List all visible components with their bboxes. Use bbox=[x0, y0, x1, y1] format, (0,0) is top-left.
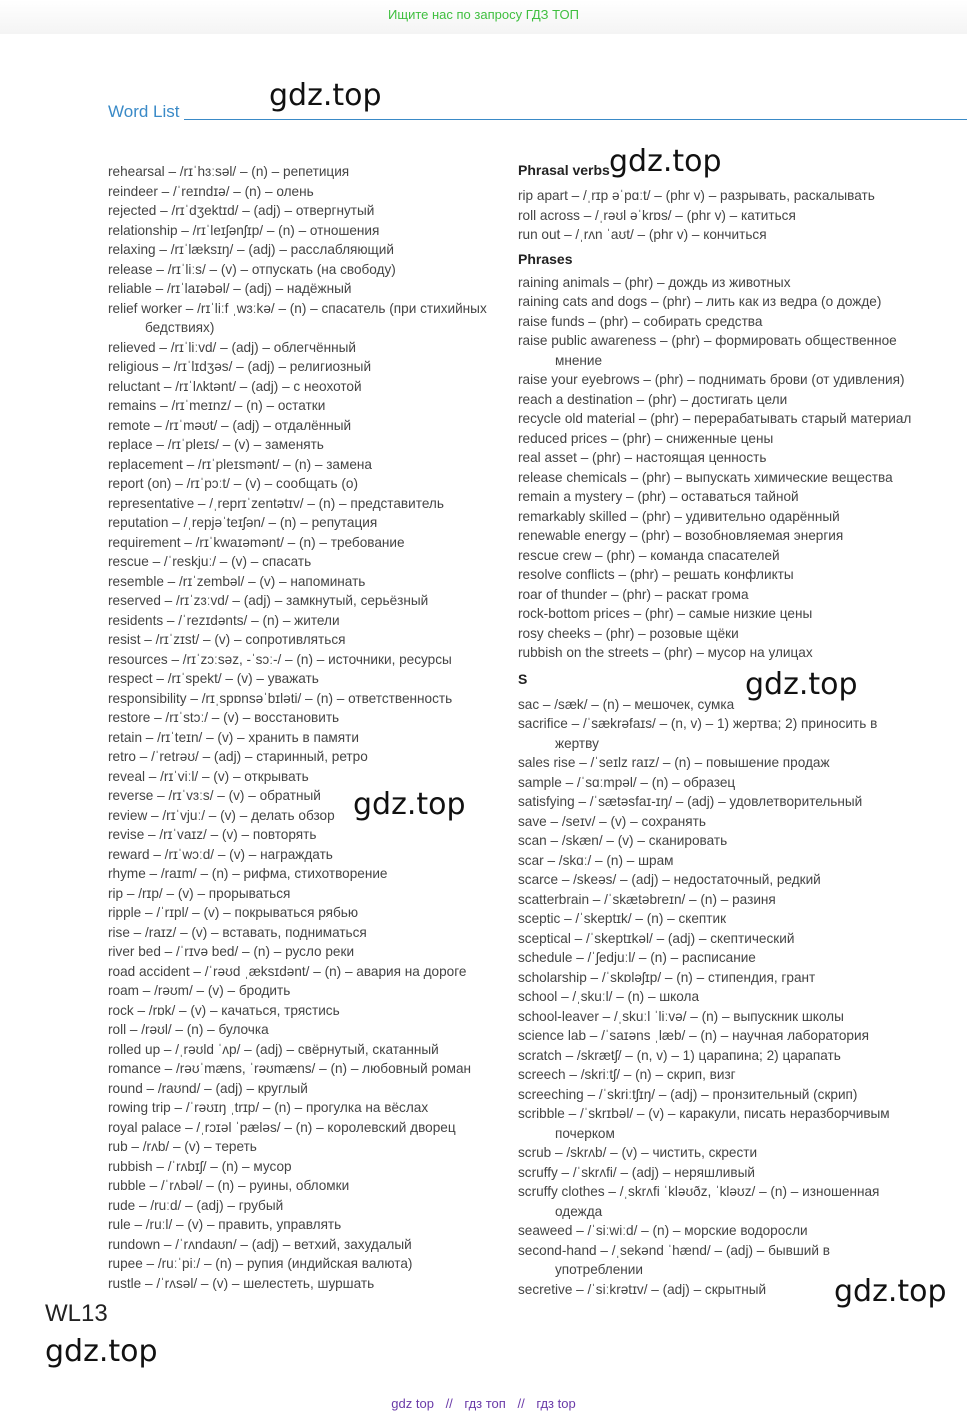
word-entry-text: reverse – /rɪˈvɜːs/ – (v) – обратный bbox=[108, 788, 321, 803]
word-entry bbox=[108, 747, 508, 767]
word-entry bbox=[108, 201, 508, 221]
word-entry bbox=[108, 279, 508, 299]
word-entry-text: roam – /rəʊm/ – (v) – бродить bbox=[108, 983, 291, 998]
word-entry-text: rub – /rʌb/ – (v) – тереть bbox=[108, 1139, 257, 1154]
word-entry-text: round – /raʊnd/ – (adj) – круглый bbox=[108, 1080, 308, 1096]
word-entry-text: rip – /rɪp/ – (v) – прорываться bbox=[108, 885, 291, 901]
word-entry bbox=[108, 767, 508, 787]
word-entry bbox=[518, 831, 967, 851]
word-entry-continuation: употреблении bbox=[555, 1262, 643, 1277]
word-entry bbox=[518, 792, 967, 812]
word-entry bbox=[518, 487, 967, 507]
word-entry bbox=[108, 1196, 508, 1216]
word-entry-text: real asset – (phr) – настоящая ценность bbox=[518, 450, 767, 465]
word-entry bbox=[518, 585, 967, 605]
word-entry-text: reveal – /rɪˈviːl/ – (v) – открывать bbox=[108, 768, 309, 784]
word-entry bbox=[518, 1046, 967, 1066]
word-entry-text: scruffy clothes – /ˌskrʌfi ˈkləʊðz, ˈkləʊz/ – (n) – изношенная bbox=[518, 1184, 880, 1199]
word-entry-text: scruffy – /ˈskrʌfi/ – (adj) – неряшливый bbox=[518, 1164, 755, 1180]
word-entry-text: scrub – /skrʌb/ – (v) – чистить, скрести bbox=[518, 1145, 758, 1160]
word-entry-text: sales rise – /ˈseɪlz raɪz/ – (n) – повышение продаж bbox=[518, 755, 830, 770]
word-entry-text: school-leaver – /ˌskuːl ˈliːvə/ – (n) – выпускник школы bbox=[518, 1008, 844, 1024]
s-section-heading: S bbox=[518, 670, 528, 687]
word-entry-text: romance – /rəʊˈmæns, ˈrəʊmæns/ – (n) – любовный роман bbox=[108, 1061, 472, 1076]
word-entry bbox=[518, 312, 967, 332]
word-entry bbox=[108, 338, 508, 358]
word-entry-text: rolled up – /ˌrəʊld ˈʌp/ – (adj) – свёрнутый, скатанный bbox=[108, 1041, 439, 1057]
word-entry-text: review – /rɪˈvjuː/ – (v) – делать обзор bbox=[108, 807, 335, 823]
word-entry bbox=[518, 1182, 967, 1221]
word-entry-text: relaxing – /rɪˈlæksɪŋ/ – (adj) – расслабляющий bbox=[108, 242, 394, 257]
word-entry-text: second-hand – /ˌsekənd ˈhænd/ – (adj) – бывший в bbox=[518, 1242, 830, 1258]
word-entry-text: royal palace – /ˌrɔɪəl ˈpæləs/ – (n) – королевский дворец bbox=[108, 1119, 456, 1135]
word-entry bbox=[108, 1020, 508, 1040]
word-entry bbox=[518, 526, 967, 546]
phrases-heading: Phrases bbox=[518, 250, 573, 267]
word-entry bbox=[518, 1163, 967, 1183]
word-entry bbox=[108, 884, 508, 904]
word-entry-continuation: жертву bbox=[555, 735, 599, 751]
footer-separator: // bbox=[445, 1396, 453, 1411]
word-entry bbox=[518, 695, 967, 715]
word-entry-text: relationship – /rɪˈleɪʃənʃɪp/ – (n) – отношения bbox=[108, 222, 380, 238]
word-entry-text: scan – /skæn/ – (v) – сканировать bbox=[518, 833, 728, 848]
word-entry-text: reward – /rɪˈwɔːd/ – (v) – награждать bbox=[108, 846, 333, 862]
word-entry bbox=[108, 1118, 508, 1138]
word-entry-text: resemble – /rɪˈzembəl/ – (v) – напоминать bbox=[108, 573, 366, 589]
word-entry bbox=[518, 714, 967, 753]
word-entry bbox=[108, 903, 508, 923]
word-entry-text: sacrifice – /ˈsækrəfaɪs/ – (n, v) – 1) жертва; 2) приносить в bbox=[518, 716, 878, 731]
word-entry-text: restore – /rɪˈstɔː/ – (v) – восстановить bbox=[108, 710, 340, 725]
word-entry-continuation: бедствиях) bbox=[145, 320, 215, 335]
word-entry-text: scatterbrain – /ˈskætəbreɪn/ – (n) – разиня bbox=[518, 891, 776, 907]
word-entry-text: responsibility – /rɪˌspɒnsəˈbɪləti/ – (n) – ответственность bbox=[108, 690, 453, 706]
word-entry-text: sample – /ˈsɑːmpəl/ – (n) – образец bbox=[518, 774, 736, 790]
word-entry-text: school – /ˌskuːl/ – (n) – школа bbox=[518, 989, 700, 1004]
word-entry-text: release – /rɪˈliːs/ – (v) – отпускать (на свободу) bbox=[108, 261, 396, 277]
word-entry-text: rubble – /ˈrʌbəl/ – (n) – руины, обломки bbox=[108, 1178, 350, 1193]
word-entry bbox=[108, 182, 508, 202]
word-entry bbox=[108, 728, 508, 748]
word-entry bbox=[518, 507, 967, 527]
watermark: gdz.top bbox=[269, 78, 382, 113]
word-entry-text: raise public awareness – (phr) – формировать общественное bbox=[518, 333, 897, 348]
word-entry bbox=[518, 753, 967, 773]
phrasal-verbs-list bbox=[518, 186, 967, 245]
word-entry bbox=[518, 565, 967, 585]
word-entry-text: rip apart – /ˌrɪp əˈpɑːt/ – (phr v) – разрывать, раскалывать bbox=[518, 188, 875, 203]
word-entry bbox=[108, 708, 508, 728]
phrases-list bbox=[518, 273, 967, 663]
word-list-right-column bbox=[518, 186, 967, 1299]
word-entry-text: rundown – /ˈrʌndaʊn/ – (adj) – ветхий, захудалый bbox=[108, 1236, 412, 1252]
word-entry-text: rehearsal – /rɪˈhɜːsəl/ – (n) – репетиция bbox=[108, 164, 350, 179]
word-entry bbox=[518, 448, 967, 468]
word-entry bbox=[518, 643, 967, 663]
word-entry bbox=[108, 1001, 508, 1021]
header-divider bbox=[184, 119, 967, 120]
word-entry bbox=[518, 929, 967, 949]
word-entry-text: screeching – /ˈskriːtʃɪŋ/ – (adj) – пронзительный (скрип) bbox=[518, 1086, 858, 1102]
word-entry-text: rescue – /ˈreskjuː/ – (v) – спасать bbox=[108, 554, 312, 569]
word-entry bbox=[518, 225, 967, 245]
word-entry-text: requirement – /rɪˈkwaɪəmənt/ – (n) – требование bbox=[108, 534, 405, 550]
word-entry bbox=[108, 1157, 508, 1177]
footer-link-gdz-top-ru[interactable]: гдз топ bbox=[464, 1396, 506, 1411]
word-entry-text: rupee – /ruːˈpiː/ – (n) – рупия (индийская валюта) bbox=[108, 1256, 413, 1271]
word-entry-text: remain a mystery – (phr) – оставаться тайной bbox=[518, 489, 799, 504]
word-entry-continuation: почерком bbox=[555, 1125, 615, 1141]
word-entry-text: roll – /rəʊl/ – (n) – булочка bbox=[108, 1022, 269, 1037]
word-entry-text: road accident – /ˈrəʊd ˌæksɪdənt/ – (n) – авария на дороге bbox=[108, 963, 467, 979]
word-entry bbox=[108, 806, 508, 826]
word-entry bbox=[518, 1104, 967, 1143]
phrasal-verbs-heading: Phrasal verbs bbox=[518, 162, 610, 178]
word-entry bbox=[108, 357, 508, 377]
word-entry-text: rock-bottom prices – (phr) – самые низкие цены bbox=[518, 606, 813, 621]
word-entry-text: remote – /rɪˈməʊt/ – (adj) – отдалённый bbox=[108, 417, 352, 433]
word-entry-text: reach a destination – (phr) – достигать цели bbox=[518, 391, 788, 407]
watermark: gdz.top bbox=[45, 1334, 158, 1369]
word-entry bbox=[518, 292, 967, 312]
word-entry bbox=[108, 1254, 508, 1274]
word-entry-text: raise funds – (phr) – собирать средства bbox=[518, 313, 763, 329]
word-entry-text: scratch – /skrætʃ/ – (n, v) – 1) царапина; 2) царапать bbox=[518, 1047, 841, 1063]
word-entry bbox=[518, 624, 967, 644]
word-entry bbox=[108, 162, 508, 182]
word-entry-text: satisfying – /ˈsætəsfaɪ-ɪŋ/ – (adj) – удовлетворительный bbox=[518, 794, 863, 809]
word-entry bbox=[108, 494, 508, 514]
word-entry bbox=[518, 1007, 967, 1027]
word-entry bbox=[108, 1176, 508, 1196]
word-entry bbox=[518, 987, 967, 1007]
word-entry-text: rude – /ruːd/ – (adj) – грубый bbox=[108, 1197, 284, 1213]
word-entry-text: river bed – /ˈrɪvə bed/ – (n) – русло реки bbox=[108, 944, 355, 959]
word-entry bbox=[108, 611, 508, 631]
word-entry bbox=[108, 864, 508, 884]
top-banner bbox=[0, 0, 967, 34]
word-entry bbox=[108, 513, 508, 533]
word-entry-text: rosy cheeks – (phr) – розовые щёки bbox=[518, 625, 739, 641]
word-entry-text: save – /seɪv/ – (v) – сохранять bbox=[518, 813, 706, 829]
word-entry bbox=[108, 396, 508, 416]
word-entry-text: rule – /ruːl/ – (v) – править, управлять bbox=[108, 1217, 342, 1232]
word-entry-text: reluctant – /rɪˈlʌktənt/ – (adj) – с неохотой bbox=[108, 378, 362, 394]
word-entry-text: scholarship – /ˈskɒləʃɪp/ – (n) – стипендия, грант bbox=[518, 969, 816, 985]
word-entry-text: sceptic – /ˈskeptɪk/ – (n) – скептик bbox=[518, 911, 727, 926]
word-entry bbox=[518, 909, 967, 929]
word-entry bbox=[108, 1040, 508, 1060]
word-entry-text: remains – /rɪˈmeɪnz/ – (n) – остатки bbox=[108, 398, 326, 413]
word-entry-text: resist – /rɪˈzɪst/ – (v) – сопротивляться bbox=[108, 632, 346, 647]
word-entry bbox=[108, 962, 508, 982]
word-entry-text: roll across – /ˌrəʊl əˈkrɒs/ – (phr v) – катиться bbox=[518, 207, 796, 223]
word-entry-text: run out – /ˌrʌn ˈaʊt/ – (phr v) – кончиться bbox=[518, 227, 767, 242]
word-entry-text: release chemicals – (phr) – выпускать химические вещества bbox=[518, 469, 893, 485]
word-entry bbox=[518, 409, 967, 429]
footer-separator: // bbox=[517, 1396, 525, 1411]
word-entry-text: reputation – /ˌrepjəˈteɪʃən/ – (n) – репутация bbox=[108, 515, 378, 530]
top-banner-text: Ищите нас по запросу ГДЗ ТОП bbox=[388, 7, 579, 22]
word-entry-text: raining animals – (phr) – дождь из животных bbox=[518, 274, 791, 290]
word-entry-text: screech – /skriːtʃ/ – (n) – скрип, визг bbox=[518, 1067, 736, 1082]
watermark: gdz.top bbox=[745, 667, 858, 702]
word-entry-text: raining cats and dogs – (phr) – лить как из ведра (о дожде) bbox=[518, 294, 882, 309]
word-entry bbox=[108, 591, 508, 611]
word-entry-text: schedule – /ˈʃedjuːl/ – (n) – расписание bbox=[518, 950, 756, 965]
word-entry-text: ripple – /ˈrɪpl/ – (v) – покрываться рябью bbox=[108, 905, 359, 920]
word-entry-text: rhyme – /raɪm/ – (n) – рифма, стихотворение bbox=[108, 866, 388, 881]
word-entry-text: reliable – /rɪˈlaɪəbəl/ – (adj) – надёжный bbox=[108, 281, 352, 296]
word-entry bbox=[518, 1241, 967, 1280]
word-entry-text: relief worker – /rɪˈliːf ˌwɜːkə/ – (n) – спасатель (при стихийных bbox=[108, 300, 487, 316]
word-entry bbox=[108, 981, 508, 1001]
word-entry bbox=[518, 468, 967, 488]
word-entry bbox=[518, 968, 967, 988]
word-entry bbox=[518, 604, 967, 624]
word-entry bbox=[108, 825, 508, 845]
page-header-title: Word List bbox=[108, 102, 180, 121]
word-entry bbox=[518, 429, 967, 449]
word-entry bbox=[108, 552, 508, 572]
word-entry bbox=[108, 377, 508, 397]
word-entry bbox=[108, 786, 508, 806]
page-number: WL13 bbox=[45, 1300, 108, 1327]
word-entry-text: reserved – /rɪˈzɜːvd/ – (adj) – замкнутый, серьёзный bbox=[108, 593, 429, 608]
word-entry bbox=[108, 1137, 508, 1157]
word-entry bbox=[108, 455, 508, 475]
word-entry bbox=[108, 572, 508, 592]
footer-link-gdz-top[interactable]: gdz top bbox=[391, 1396, 434, 1411]
word-entry bbox=[108, 221, 508, 241]
word-entry-text: reindeer – /ˈreɪndɪə/ – (n) – олень bbox=[108, 183, 314, 199]
word-entry-text: rock – /rɒk/ – (v) – качаться, трястись bbox=[108, 1002, 340, 1018]
word-entry-text: rubbish on the streets – (phr) – мусор на улицах bbox=[518, 645, 813, 660]
s-entries-list bbox=[518, 695, 967, 1300]
word-entry bbox=[518, 948, 967, 968]
word-entry bbox=[108, 474, 508, 494]
word-entry-text: residents – /ˈrezɪdənts/ – (n) – жители bbox=[108, 612, 340, 628]
word-entry-text: renewable energy – (phr) – возобновляемая энергия bbox=[518, 528, 844, 543]
word-entry bbox=[518, 390, 967, 410]
word-entry-text: sceptical – /ˈskeptɪkəl/ – (adj) – скептический bbox=[518, 930, 795, 946]
word-entry bbox=[518, 331, 967, 370]
word-entry bbox=[108, 650, 508, 670]
word-entry-text: roar of thunder – (phr) – раскат грома bbox=[518, 586, 749, 602]
word-entry bbox=[108, 923, 508, 943]
word-entry-text: scarce – /skeəs/ – (adj) – недостаточный, редкий bbox=[518, 872, 821, 887]
word-entry-continuation: одежда bbox=[555, 1203, 603, 1219]
word-entry bbox=[518, 273, 967, 293]
word-entry-text: raise your eyebrows – (phr) – поднимать брови (от удивления) bbox=[518, 372, 905, 387]
word-entry bbox=[518, 546, 967, 566]
word-entry-text: scribble – /ˈskrɪbəl/ – (v) – каракули, писать неразборчивым bbox=[518, 1106, 890, 1121]
word-entry-text: replace – /rɪˈpleɪs/ – (v) – заменять bbox=[108, 437, 324, 452]
word-entry bbox=[518, 1221, 967, 1241]
watermark: gdz.top bbox=[834, 1274, 947, 1309]
word-entry bbox=[108, 669, 508, 689]
watermark: gdz.top bbox=[609, 144, 722, 179]
word-entry bbox=[108, 1235, 508, 1255]
word-entry-text: seaweed – /ˈsiːwiːd/ – (n) – морские водоросли bbox=[518, 1223, 808, 1238]
word-entry bbox=[518, 1026, 967, 1046]
watermark: gdz.top bbox=[353, 787, 466, 822]
word-entry-text: sac – /sæk/ – (n) – мешочек, сумка bbox=[518, 696, 735, 712]
word-entry-text: science lab – /ˈsaɪəns ˌlæb/ – (n) – научная лаборатория bbox=[518, 1028, 869, 1043]
word-entry-text: rescue crew – (phr) – команда спасателей bbox=[518, 547, 780, 563]
word-entry-text: reduced prices – (phr) – сниженные цены bbox=[518, 430, 774, 446]
word-entry bbox=[518, 1280, 967, 1300]
word-entry bbox=[108, 260, 508, 280]
word-entry bbox=[108, 1079, 508, 1099]
word-entry bbox=[518, 186, 967, 206]
word-entry bbox=[518, 773, 967, 793]
word-entry-text: representative – /ˌreprɪˈzentətɪv/ – (n) – представитель bbox=[108, 495, 444, 511]
word-entry-text: relieved – /rɪˈliːvd/ – (adj) – облегчённый bbox=[108, 339, 356, 355]
word-entry-text: rise – /raɪz/ – (v) – вставать, подниматься bbox=[108, 924, 367, 940]
word-entry-text: rustle – /ˈrʌsəl/ – (v) – шелестеть, шуршать bbox=[108, 1275, 375, 1291]
word-entry bbox=[108, 1215, 508, 1235]
word-entry bbox=[108, 533, 508, 553]
word-entry bbox=[108, 240, 508, 260]
word-entry bbox=[108, 1059, 508, 1079]
footer bbox=[0, 1396, 967, 1411]
word-entry bbox=[518, 370, 967, 390]
word-entry bbox=[518, 1143, 967, 1163]
word-entry-text: retro – /ˈretrəʊ/ – (adj) – старинный, ретро bbox=[108, 749, 368, 764]
word-entry bbox=[108, 299, 508, 338]
word-entry bbox=[108, 689, 508, 709]
word-entry bbox=[108, 416, 508, 436]
word-entry bbox=[108, 435, 508, 455]
word-entry-continuation: мнение bbox=[555, 352, 603, 368]
word-entry-text: respect – /rɪˈspekt/ – (v) – уважать bbox=[108, 671, 319, 686]
word-entry-text: resolve conflicts – (phr) – решать конфликты bbox=[518, 567, 794, 582]
word-entry-text: remarkably skilled – (phr) – удивительно одарённый bbox=[518, 508, 840, 524]
word-entry-text: rejected – /rɪˈdʒektɪd/ – (adj) – отвергнутый bbox=[108, 203, 375, 218]
word-entry-text: recycle old material – (phr) – перерабатывать старый материал bbox=[518, 411, 912, 426]
word-entry bbox=[108, 1098, 508, 1118]
word-entry bbox=[108, 1274, 508, 1294]
word-entry-text: replacement – /rɪˈpleɪsmənt/ – (n) – замена bbox=[108, 456, 372, 472]
word-entry bbox=[108, 630, 508, 650]
word-entry bbox=[518, 851, 967, 871]
word-entry bbox=[108, 942, 508, 962]
word-entry-text: retain – /rɪˈteɪn/ – (v) – хранить в памяти bbox=[108, 729, 359, 745]
word-entry-text: rowing trip – /ˈrəʊɪŋ ˌtrɪp/ – (n) – прогулка на вёслах bbox=[108, 1100, 429, 1115]
word-entry bbox=[518, 870, 967, 890]
word-entry bbox=[518, 812, 967, 832]
word-entry bbox=[108, 845, 508, 865]
word-entry-text: scar – /skɑː/ – (n) – шрам bbox=[518, 852, 674, 868]
word-list-left-column bbox=[108, 162, 508, 1293]
word-entry bbox=[518, 1085, 967, 1105]
word-entry-text: religious – /rɪˈlɪdʒəs/ – (adj) – религиозный bbox=[108, 359, 372, 374]
word-entry bbox=[518, 1065, 967, 1085]
word-entry-text: resources – /rɪˈzɔːsəz, -ˈsɔː-/ – (n) – источники, ресурсы bbox=[108, 651, 452, 667]
word-entry bbox=[518, 206, 967, 226]
word-entry bbox=[518, 890, 967, 910]
word-entry-text: secretive – /ˈsiːkrətɪv/ – (adj) – скрытный bbox=[518, 1281, 767, 1297]
word-entry-text: revise – /rɪˈvaɪz/ – (v) – повторять bbox=[108, 827, 317, 842]
footer-link-gdz-top-mixed[interactable]: гдз top bbox=[536, 1396, 576, 1411]
word-entry-text: rubbish – /ˈrʌbɪʃ/ – (n) – мусор bbox=[108, 1158, 292, 1174]
word-entry-text: report (on) – /rɪˈpɔːt/ – (v) – сообщать (о) bbox=[108, 476, 359, 491]
